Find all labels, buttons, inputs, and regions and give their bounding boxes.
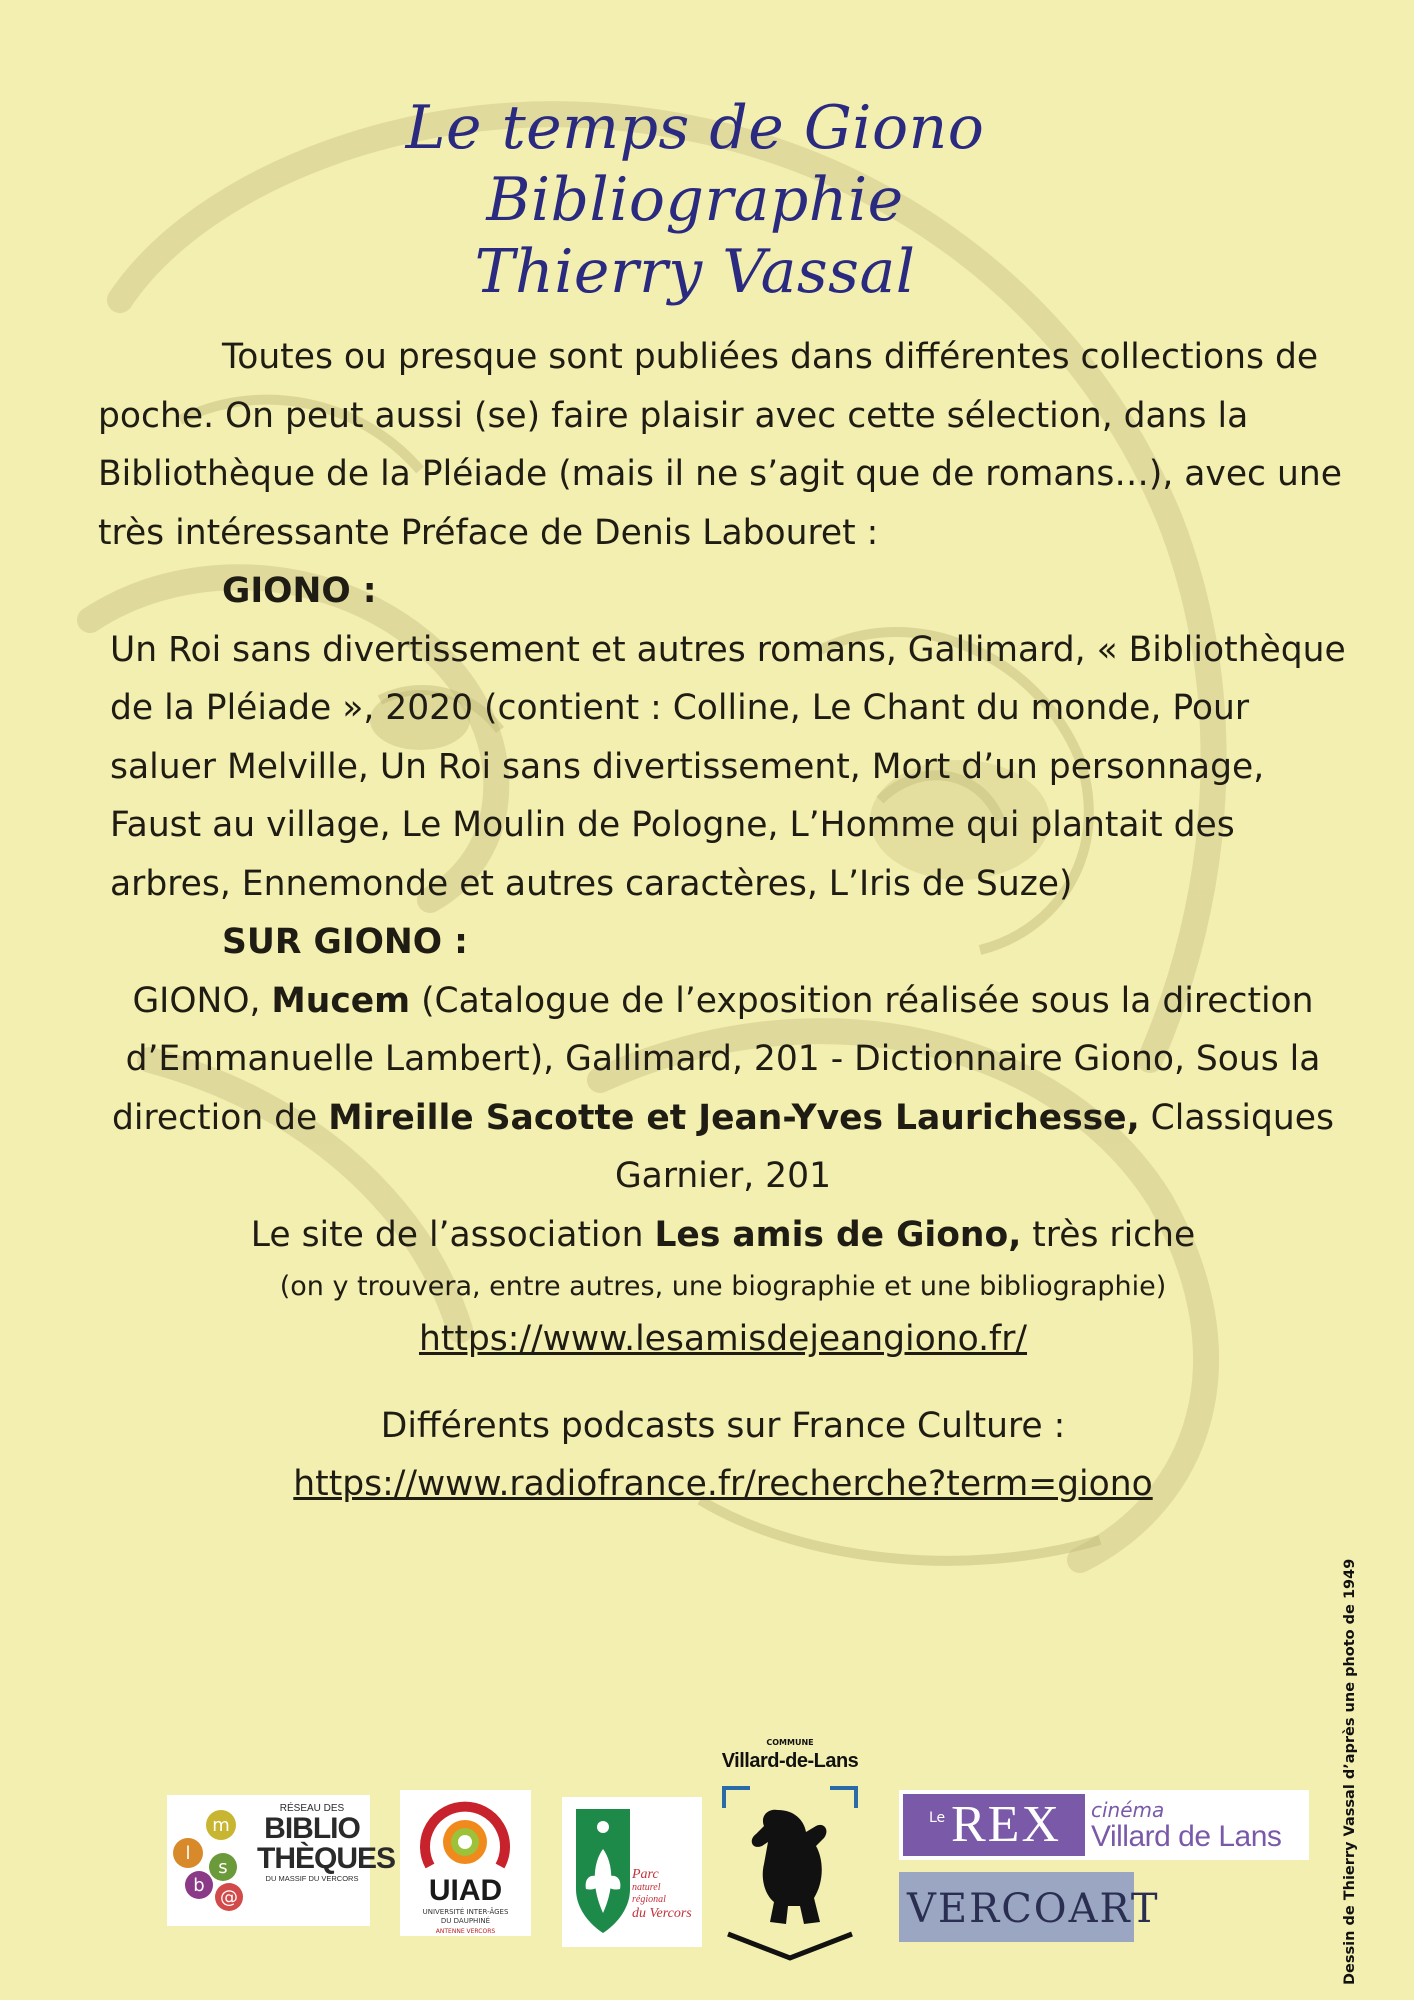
page-title (300, 92, 1090, 308)
parc-vercors-logo[interactable] (562, 1797, 702, 1947)
sur-giono-text-c: (Catalogue de l’exposition réalisée sous la direction d’Emmanuelle Lambert), Gallimard, 201 - Dictionnaire Giono, Sous la direction de (112, 980, 1321, 1138)
intro-paragraph (98, 328, 1348, 562)
sur-giono-heading: SUR GIONO : (222, 922, 468, 962)
title-line-1: Le temps de Giono (405, 93, 985, 163)
rex-le: Le (929, 1810, 946, 1826)
sur-giono-text-a: GIONO, (132, 980, 272, 1021)
site-note: (on y trouvera, entre autres, une biographie et une bibliographie) (279, 1271, 1167, 1302)
bubble-letter-l: l (185, 1843, 191, 1864)
site-link[interactable]: https://www.lesamisdejeangiono.fr/ (418, 1319, 1028, 1359)
biblio-line-1: RÉSEAU DES (279, 1803, 345, 1814)
bear-crest-icon (720, 1784, 860, 1962)
site-text-a: Le site de l’association (250, 1214, 655, 1255)
parc-line-1: Parc (632, 1867, 659, 1882)
parc-line-4: du Vercors (632, 1906, 692, 1921)
intro-text: Toutes ou presque sont publiées dans différentes collections de poche. On peut aussi (se) faire plaisir avec cette sélection, dans la Bibliothèque de la Pléiade (mais il ne s’agit que de romans…), avec une très intéressante Préface de Denis Labouret : (98, 337, 1342, 553)
main-text (98, 328, 1348, 1514)
parc-flower-icon (570, 1809, 636, 1935)
spacer (98, 1369, 1348, 1397)
authors-label: Mireille Sacotte et Jean-Yves Laurichesse, (328, 1097, 1140, 1138)
biblio-line-2: BIBLIO (264, 1812, 360, 1845)
vercoart-wordmark: VERCOART (907, 1886, 1160, 1932)
uiad-emblem-icon (410, 1796, 520, 1880)
giono-heading: GIONO : (222, 571, 377, 611)
bubble-letter-s: s (218, 1857, 228, 1878)
title-line-3: Thierry Vassal (474, 237, 916, 307)
title-line-2: Bibliographie (486, 165, 904, 235)
bubble-letter-b: b (193, 1875, 205, 1896)
sur-giono-text-e: Classiques Garnier, 201 (614, 1097, 1334, 1196)
podcasts-text: Différents podcasts sur France Culture : (380, 1405, 1066, 1446)
rex-place: Villard de Lans (1091, 1820, 1282, 1853)
uiad-sub-2: DU DAUPHINÉ (440, 1917, 491, 1925)
bubble-letter-at: @ (220, 1887, 238, 1908)
drawing-credit: Dessin de Thierry Vassal d’après une photo de 1949 (1342, 1558, 1358, 1985)
podcasts-link-row (98, 1455, 1348, 1514)
uiad-subtitle (400, 1908, 531, 1926)
uiad-sub-1: UNIVERSITÉ INTER-ÂGES (422, 1908, 509, 1916)
bubble-letter-m: m (212, 1815, 230, 1836)
uiad-logo[interactable] (400, 1790, 531, 1936)
commune-name: Villard-de-Lans (721, 1750, 859, 1772)
giono-paragraph: Un Roi sans divertissement et autres romans, Gallimard, « Bibliothèque de la Pléiade », 2020 (contient : Colline, Le Chant du monde, Pour saluer Melville, Un Roi sans divertissement, Mort d’un personnage, Faust au village, Le Moulin de Pologne, L’Homme qui plantait des arbres, Ennemonde et autres caractères, L’Iris de Suze) (110, 629, 1346, 904)
rex-cinema-logo[interactable] (899, 1790, 1309, 1860)
bibliotheques-wordmark (257, 1803, 396, 1883)
rex-name: REX (951, 1796, 1061, 1853)
site-text-c: très riche (1021, 1214, 1196, 1255)
uiad-name: UIAD (428, 1874, 503, 1907)
rex-box (903, 1794, 1085, 1856)
parc-wordmark (632, 1867, 700, 1921)
biblio-line-4: DU MASSIF DU VERCORS (265, 1874, 359, 1883)
vercoart-logo[interactable] (899, 1872, 1160, 1942)
parc-line-3: régional (632, 1894, 666, 1905)
commune-label: COMMUNE (766, 1738, 814, 1747)
biblio-line-3: THÈQUES (257, 1842, 396, 1875)
parc-line-2: naturel (632, 1882, 661, 1893)
mucem-label: Mucem (271, 980, 411, 1021)
podcasts-link[interactable]: https://www.radiofrance.fr/recherche?term=giono (293, 1464, 1153, 1504)
rex-cinema-label: cinéma (1091, 1798, 1165, 1822)
sur-giono-paragraph (98, 972, 1348, 1206)
bubbles-icon (171, 1805, 251, 1917)
uiad-antenne: ANTENNE VERCORS (435, 1928, 496, 1935)
villard-de-lans-logo[interactable] (706, 1738, 874, 1963)
site-link-row (98, 1310, 1348, 1369)
site-paragraph (98, 1206, 1348, 1265)
association-name: Les amis de Giono, (654, 1214, 1022, 1255)
bibliotheques-logo[interactable] (167, 1795, 396, 1926)
